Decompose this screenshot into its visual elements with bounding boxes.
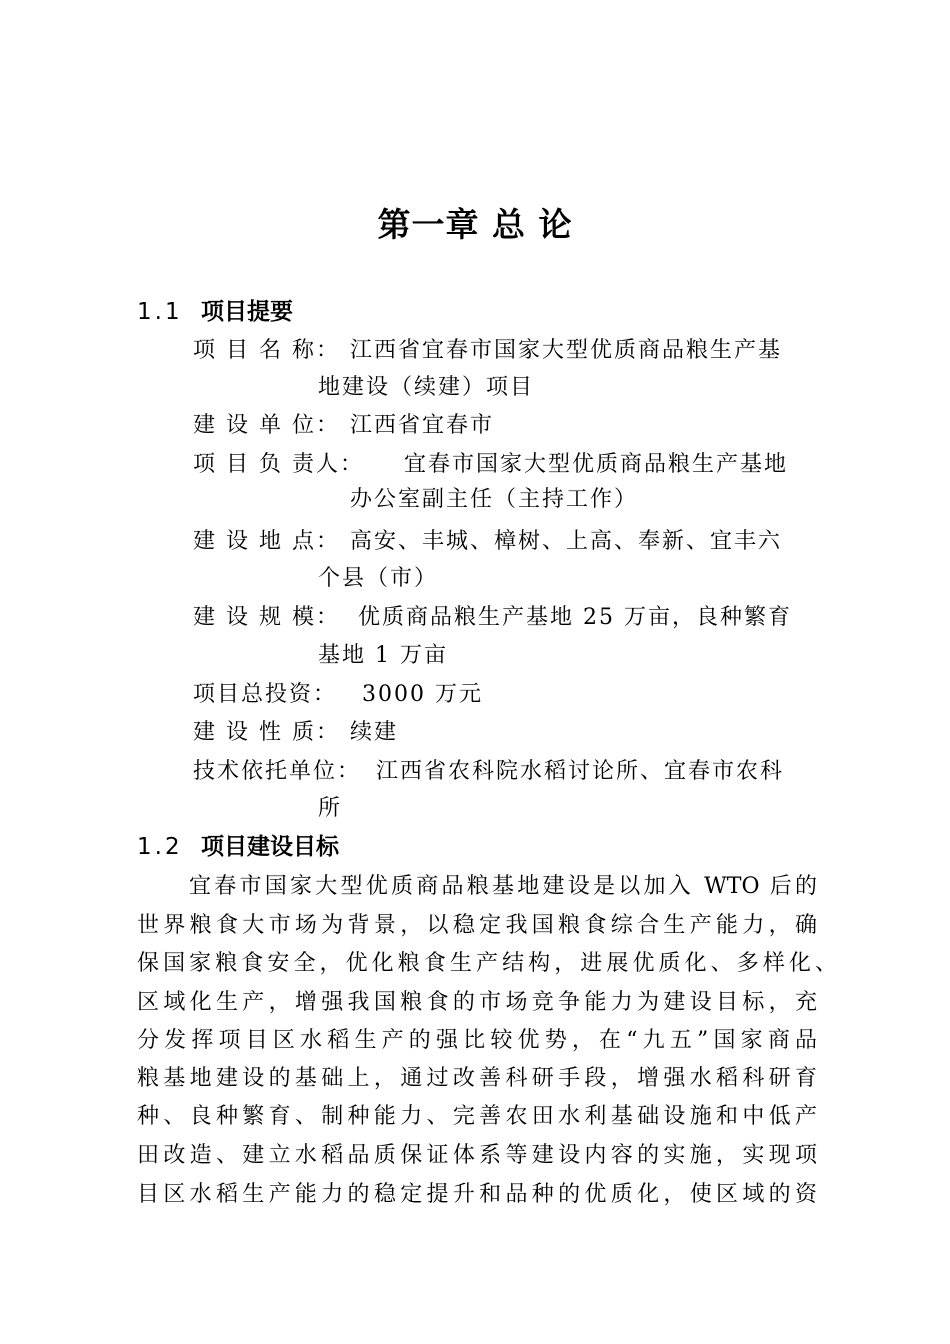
field-value-technical-support-line1: 江西省农科院水稻讨论所、宜春市农科 bbox=[376, 759, 785, 784]
field-value-project-leader-line2: 办公室副主任（主持工作） bbox=[350, 487, 639, 512]
paragraph-line: 保国家粮食安全，优化粮食生产结构，进展优质化、多样化、 bbox=[137, 951, 837, 976]
section-heading-1-1 bbox=[137, 297, 293, 327]
field-label-construction-unit: 建 设 单 位： bbox=[193, 413, 340, 438]
field-value-total-investment: 3000 万元 bbox=[362, 682, 483, 707]
section-number: 1.2 bbox=[137, 834, 183, 860]
field-value-construction-nature: 续建 bbox=[350, 720, 399, 745]
field-value-project-leader-line1: 宜春市国家大型优质商品粮生产基地 bbox=[404, 452, 789, 477]
field-label-construction-scale: 建 设 规 模： bbox=[193, 605, 340, 630]
field-value-project-name-line1: 江西省宜春市国家大型优质商品粮生产基 bbox=[350, 338, 783, 363]
section-number: 1.1 bbox=[137, 299, 183, 325]
paragraph-line: 田改造、建立水稻品质保证体系等建设内容的实施，实现项 bbox=[137, 1143, 817, 1168]
field-label-total-investment: 项目总投资： bbox=[193, 682, 338, 707]
paragraph-line: 区域化生产，增强我国粮食的市场竞争能力为建设目标，充 bbox=[137, 990, 817, 1015]
field-value-construction-scale-line2: 基地 1 万亩 bbox=[318, 643, 448, 668]
field-label-construction-site: 建 设 地 点： bbox=[193, 529, 340, 554]
field-label-project-leader: 项 目 负 责人： bbox=[193, 452, 364, 477]
paragraph-line: 种、良种繁育、制种能力、完善农田水利基础设施和中低产 bbox=[137, 1104, 817, 1129]
paragraph-line: 分发挥项目区水稻生产的强比较优势，在“九五”国家商品 bbox=[137, 1028, 817, 1053]
field-value-technical-support-line2: 所 bbox=[318, 796, 343, 821]
field-value-construction-unit: 江西省宜春市 bbox=[350, 413, 495, 438]
field-value-construction-site-line2: 个县（市） bbox=[318, 566, 439, 591]
section-title: 项目提要 bbox=[201, 299, 293, 325]
section-heading-1-2 bbox=[137, 832, 339, 862]
section-title: 项目建设目标 bbox=[201, 834, 339, 860]
field-label-construction-nature: 建 设 性 质： bbox=[193, 720, 340, 745]
paragraph-line: 世界粮食大市场为背景，以稳定我国粮食综合生产能力，确 bbox=[137, 913, 817, 938]
chapter-title: 第一章 总 论 bbox=[377, 205, 573, 244]
field-value-project-name-line2: 地建设（续建）项目 bbox=[318, 375, 535, 400]
paragraph-line: 目区水稻生产能力的稳定提升和品种的优质化，使区域的资 bbox=[137, 1182, 817, 1207]
field-value-construction-scale-line1: 优质商品粮生产基地 25 万亩，良种繁育 bbox=[358, 605, 792, 630]
field-label-project-name: 项 目 名 称： bbox=[193, 338, 340, 363]
paragraph-line: 宜春市国家大型优质商品粮基地建设是以加入 WTO 后的 bbox=[189, 874, 817, 899]
field-label-technical-support: 技术依托单位： bbox=[193, 759, 362, 784]
field-value-construction-site-line1: 高安、丰城、樟树、上高、奉新、宜丰六 bbox=[350, 529, 783, 554]
paragraph-line: 粮基地建设的基础上，通过改善科研手段，增强水稻科研育 bbox=[137, 1066, 817, 1091]
